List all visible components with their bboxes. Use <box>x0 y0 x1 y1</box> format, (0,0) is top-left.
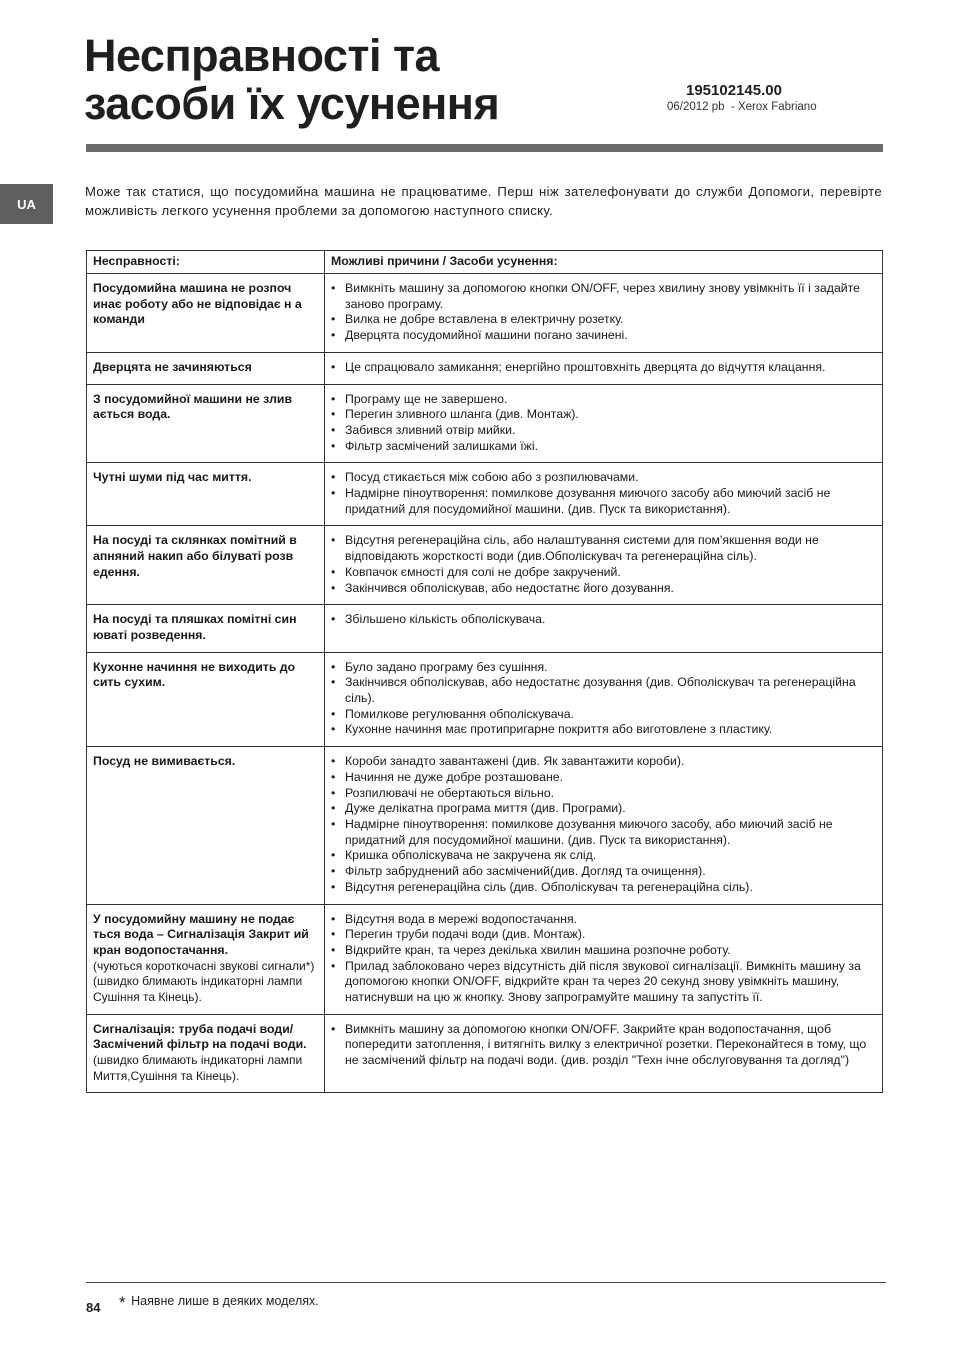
causes-list <box>331 660 876 739</box>
causes-list <box>331 533 876 596</box>
causes-cell <box>325 904 883 1014</box>
problem-text: Чутні шуми під час миття. <box>93 470 252 485</box>
cause-item: • Перегин зливного шланга (див. Монтаж). <box>331 407 876 423</box>
cause-item: • Кришка обполіскувача не закручена як слід. <box>331 848 876 864</box>
table-row <box>87 652 883 747</box>
table-row <box>87 384 883 463</box>
causes-list <box>331 612 876 628</box>
header-causes: Можливі причини / Засоби усунення: <box>325 251 883 274</box>
cause-item: • Було задано програму без сушіння. <box>331 660 876 676</box>
footnote-asterisk: * <box>119 1293 126 1312</box>
cause-item: • Відсутня регенераційна сіль, або налаштування системи для пом'якшення води не відповідають жорсткості води (див.Обполіскувач та регенераційна сіль). <box>331 533 876 564</box>
causes-list <box>331 360 876 376</box>
causes-list <box>331 754 876 895</box>
cause-item: • Програму ще не завершено. <box>331 392 876 408</box>
cause-item: • Короби занадто завантажені (див. Як завантажити короби). <box>331 754 876 770</box>
problem-cell <box>87 384 325 463</box>
footnote-text: Наявне лише в деяких моделях. <box>131 1294 319 1308</box>
cause-item: • Вилка не добре вставлена в електричну розетку. <box>331 312 876 328</box>
cause-item: • Це спрацювало замикання; енергійно проштовхніть дверцята до відчуття клацання. <box>331 360 876 376</box>
cause-item: • Відсутня регенераційна сіль (див. Обполіскувач та регенераційна сіль). <box>331 880 876 896</box>
table-row <box>87 463 883 526</box>
causes-cell <box>325 1014 883 1092</box>
table-row <box>87 1014 883 1092</box>
language-tab: UA <box>0 184 53 224</box>
cause-item: • Вимкніть машину за допомогою кнопки ON/OFF, через хвилину знову увімкніть її і задайте заново програму. <box>331 281 876 312</box>
cause-item: • Дверцята посудомийної машини погано зачинені. <box>331 328 876 344</box>
causes-cell <box>325 274 883 353</box>
problem-cell <box>87 352 325 384</box>
cause-item: • Начиння не дуже добре розташоване. <box>331 770 876 786</box>
cause-item: • Прилад заблоковано через відсутність дій після звукової сигналізації. Вимкніть машину за допомогою кнопки ON/OFF, відкрийте кран та через 20 секунд знову увімкніть машину, натиснувши на цю ж кнопку. Знову запрограмуйте машину та запустіть її. <box>331 959 876 1006</box>
problem-text: У посудомийну машину не подає ться вода – Сигналізація Закрит ий кран водопостачання. <box>93 911 309 957</box>
problem-text: Сигналізація: труба подачі води/ Засмічений фільтр на подачі води. <box>93 1021 307 1052</box>
problem-note: (швидко блимають індикаторні лампи Миття,Сушіння та Кінець). <box>93 1053 303 1083</box>
causes-list <box>331 392 876 455</box>
problem-text: Посудомийна машина не розпоч инає роботу або не відповідає н а команди <box>93 281 302 327</box>
document-number: 195102145.00 <box>686 82 782 99</box>
causes-cell <box>325 352 883 384</box>
table-row <box>87 605 883 652</box>
cause-item: • Відкрийте кран, та через декілька хвилин машина розпочне роботу. <box>331 943 876 959</box>
cause-item: • Надмірне піноутворення: помилкове дозування миючого засобу або миючий засіб не придатний для посудомийної машини. (див. Пуск та використання). <box>331 486 876 517</box>
table-row <box>87 274 883 353</box>
cause-item: • Надмірне піноутворення: помилкове дозування миючого засобу, або миючий засіб не придатний для посудомийної машини. (див. Пуск та використання). <box>331 817 876 848</box>
footnote <box>119 1293 319 1313</box>
print-info: 06/2012 pb - Xerox Fabriano <box>667 101 817 113</box>
cause-item: • Закінчився обполіскував, або недостатнє дозування (див. Обполіскувач та регенераційна сіль). <box>331 675 876 706</box>
causes-cell <box>325 463 883 526</box>
table-header-row <box>87 251 883 274</box>
problem-cell <box>87 605 325 652</box>
causes-list <box>331 281 876 344</box>
page-number: 84 <box>86 1300 101 1315</box>
cause-item: • Ковпачок ємності для солі не добре закручений. <box>331 565 876 581</box>
causes-cell <box>325 747 883 904</box>
troubleshooting-table <box>86 250 883 1093</box>
cause-item: • Розпилювачі не обертаються вільно. <box>331 786 876 802</box>
table-row <box>87 904 883 1014</box>
causes-cell <box>325 526 883 605</box>
header-problems: Несправності: <box>87 251 325 274</box>
cause-item: • Вимкніть машину за допомогою кнопки ON/OFF. Закрийте кран водопостачання, щоб попередити затоплення, і витягніть вилку з електричної розетки. Переконайтеся в тому, що не засмічений фільтр на подачі води. (див. розділ "Техн ічне обслуговування та догляд") <box>331 1022 876 1069</box>
page-title <box>84 32 644 128</box>
table-body <box>87 274 883 1093</box>
problem-cell <box>87 904 325 1014</box>
cause-item: • Забився зливний отвір мийки. <box>331 423 876 439</box>
title-line-1: Несправності та <box>84 30 440 81</box>
causes-list <box>331 912 876 1006</box>
problem-cell <box>87 747 325 904</box>
cause-item: • Фільтр засмічений залишками їжі. <box>331 439 876 455</box>
problem-cell <box>87 652 325 747</box>
cause-item: • Фільтр забруднений або засмічений(див. Догляд та очищення). <box>331 864 876 880</box>
cause-item: • Перегин труби подачі води (див. Монтаж). <box>331 927 876 943</box>
table-row <box>87 747 883 904</box>
cause-item: • Відсутня вода в мережі водопостачання. <box>331 912 876 928</box>
footer-divider <box>86 1282 886 1283</box>
problem-cell <box>87 526 325 605</box>
cause-item: • Кухонне начиння має протипригарне покриття або виготовлене з пластику. <box>331 722 876 738</box>
table-row <box>87 526 883 605</box>
header-divider <box>86 144 883 152</box>
cause-item: • Посуд стикається між собою або з розпилювачами. <box>331 470 876 486</box>
problem-text: На посуді та пляшках помітні син юваті розведення. <box>93 612 297 642</box>
cause-item: • Збільшено кількість обполіскувача. <box>331 612 876 628</box>
problem-text: На посуді та склянках помітний в апняний накип або білуваті розв едення. <box>93 533 297 579</box>
causes-cell <box>325 384 883 463</box>
problem-cell <box>87 463 325 526</box>
cause-item: • Помилкове регулювання обполіскувача. <box>331 707 876 723</box>
problem-cell <box>87 274 325 353</box>
problem-text: Дверцята не зачиняються <box>93 359 252 374</box>
cause-item: • Дуже делікатна програма миття (див. Програми). <box>331 801 876 817</box>
problem-note: (чуються короткочасні звукові сигнали*) <box>93 958 315 973</box>
problem-cell <box>87 1014 325 1092</box>
problem-text: Посуд не вимивається. <box>93 754 236 769</box>
causes-cell <box>325 652 883 747</box>
cause-item: • Закінчився обполіскував, або недостатнє його дозування. <box>331 581 876 597</box>
problem-note: (швидко блимають індикаторні лампи Сушіння та Кінець). <box>93 974 303 1004</box>
causes-list <box>331 1022 876 1069</box>
intro-paragraph: Може так статися, що посудомийна машина не працюватиме. Перш ніж зателефонувати до служби Допомоги, перевірте можливість легкого усунення проблеми за допомогою наступного списку. <box>85 184 882 218</box>
causes-list <box>331 470 876 517</box>
title-line-2: засоби їх усунення <box>84 78 500 129</box>
causes-cell <box>325 605 883 652</box>
problem-text: Кухонне начиння не виходить до сить сухим. <box>93 659 296 690</box>
problem-text: З посудомийної машини не злив ається вода. <box>93 391 293 422</box>
table-row <box>87 352 883 384</box>
